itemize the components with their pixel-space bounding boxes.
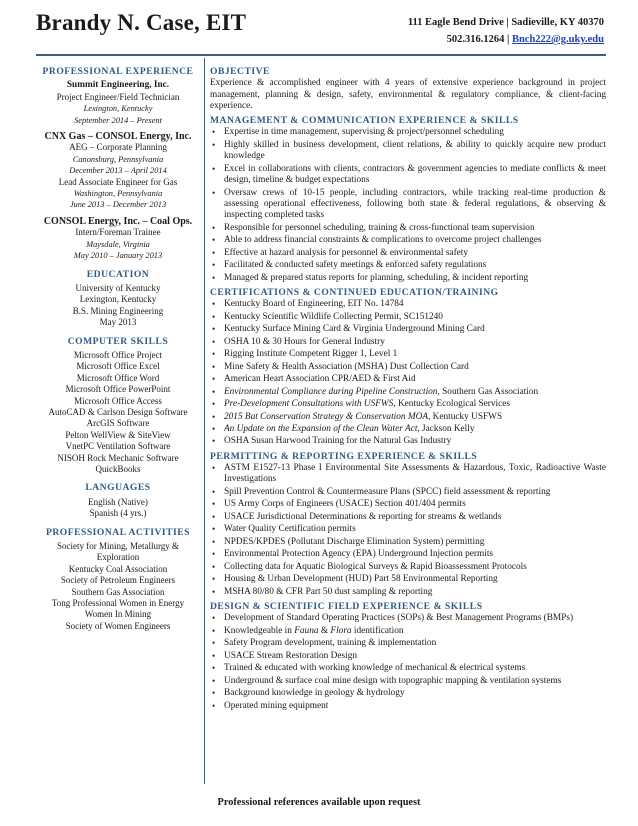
skill-item: Microsoft Office PowerPoint: [65, 384, 171, 395]
skills-block: [36, 350, 200, 475]
job-role: AEG – Corporate Planning: [69, 142, 167, 153]
list-item: [210, 424, 606, 435]
job-location: Lexington, Kentucky: [83, 104, 153, 114]
job-cnx: [36, 131, 200, 211]
list-item: • Able to address financial constraints & complications to overcome project challenges: [210, 235, 606, 246]
list-item: [210, 387, 606, 398]
list-item: [210, 412, 606, 423]
languages-block: [36, 497, 200, 520]
list-item: • MSHA 80/80 & CFR Part 50 dust sampling & reporting: [210, 587, 606, 598]
job-summit: [36, 80, 200, 126]
phone: 502.316.1264 |: [446, 34, 512, 45]
activity-item: Kentucky Coal Association: [68, 563, 168, 574]
education-block: [36, 283, 200, 329]
job-dates: May 2010 – January 2013: [73, 251, 163, 261]
job-location: Canonsburg, Pennsylvania: [72, 154, 164, 164]
job-location: Washington, Pennsylvania: [73, 189, 163, 199]
list-item: • US Army Corps of Engineers (USACE) Section 401/404 permits: [210, 499, 606, 510]
course-title: 2015 Bat Conservation Strategy & Conservation MOA,: [224, 411, 431, 422]
activities-block: [36, 541, 200, 632]
list-item: • ASTM E1527-13 Phase I Environmental Site Assessments & Hazardous, Toxic, Radioactive Waste Investigations: [210, 463, 606, 486]
skill-item: QuickBooks: [95, 464, 141, 474]
job-role: Lead Associate Engineer for Gas: [58, 176, 178, 187]
list-item: • Responsible for personnel scheduling, training & cross-functional team supervision: [210, 223, 606, 234]
objective-heading: OBJECTIVE: [210, 66, 270, 77]
item-italic-flora: Flora: [330, 625, 352, 636]
activity-item: Society for Mining, Metallurgy & Exploration: [56, 541, 180, 563]
list-item: • Housing & Urban Development (HUD) Part 58 Environmental Reporting: [210, 574, 606, 585]
list-item: • Development of Standard Operating Practices (SOPs) & Best Management Programs (BMPs): [210, 613, 606, 624]
certifications-heading: CERTIFICATIONS & CONTINUED EDUCATION/TRAINING: [210, 286, 499, 298]
job-company: CONSOL Energy, Inc. – Coal Ops.: [43, 215, 193, 227]
education-line: University of Kentucky: [75, 282, 161, 293]
job-company: CNX Gas – CONSOL Energy, Inc.: [44, 131, 192, 143]
column-divider: [204, 58, 205, 784]
address: 111 Eagle Bend Drive | Sadieville, KY 40370: [407, 17, 604, 28]
list-item: • Facilitated & conducted safety meetings & enforced safety regulations: [210, 260, 606, 271]
list-item: • Highly skilled in business development, client relations, & ability to quickly acquire new product knowledge: [210, 140, 606, 163]
phone-email-line: [408, 31, 604, 48]
list-item: • Kentucky Scientific Wildlife Collecting Permit, SC151240: [210, 312, 606, 323]
skill-item: Microsoft Office Access: [74, 395, 162, 406]
list-item: • Spill Prevention Control & Countermeasure Plans (SPCC) field assessment & reporting: [210, 487, 606, 498]
objective-text: Experience & accomplished engineer with 4 years of extensive experience background in project management, planning & design, safety, environmental & regulatory compliance, & client-facing experience.: [210, 78, 606, 111]
list-item: • USACE Jurisdictional Determinations & reporting for streams & wetlands: [210, 512, 606, 523]
course-provider: Jackson Kelly: [419, 423, 475, 434]
list-item: • Water Quality Certification permits: [210, 524, 606, 535]
candidate-name: Brandy N. Case, EIT: [36, 10, 247, 35]
activity-item: Tong Professional Women in Energy: [51, 598, 185, 609]
email-link[interactable]: Bnch222@g.uky.edu: [511, 34, 604, 45]
language-item: English (Native): [88, 496, 148, 507]
list-item: • American Heart Association CPR/AED & First Aid: [210, 374, 606, 385]
skill-item: Pelton WellView & SiteView: [65, 429, 171, 440]
education-heading: EDUCATION: [86, 268, 150, 280]
skill-item: AutoCAD & Carlson Design Software: [48, 406, 188, 417]
skill-item: VnetPC Ventilation Software: [65, 441, 171, 452]
list-item: • OSHA Susan Harwood Training for the Natural Gas Industry: [210, 436, 606, 447]
course-provider: Kentucky USFWS: [430, 411, 503, 422]
list-item: • Mine Safety & Health Association (MSHA) Dust Collection Card: [210, 362, 606, 373]
skill-item: NISOH Rock Mechanic Software: [57, 452, 179, 463]
list-item: • Effective at hazard analysis for personnel & environmental safety: [210, 248, 606, 259]
list-item: • NPDES/KPDES (Pollutant Discharge Elimination System) permitting: [210, 537, 606, 548]
list-item: • USACE Stream Restoration Design: [210, 651, 606, 662]
references-footer: Professional references available upon request: [217, 797, 421, 808]
education-line: Lexington, Kentucky: [79, 294, 157, 305]
job-dates: December 2013 – April 2014: [69, 166, 167, 176]
education-line: B.S. Mining Engineering: [72, 305, 164, 316]
skill-item: Microsoft Office Excel: [76, 361, 160, 372]
language-item: Spanish (4 yrs.): [89, 508, 147, 519]
list-item: [210, 399, 606, 410]
left-column: [36, 66, 200, 632]
management-list: [210, 127, 606, 283]
job-dates: September 2014 – Present: [74, 115, 162, 125]
item-text: identification: [351, 625, 404, 636]
activity-item: Southern Gas Association: [71, 586, 165, 597]
list-item: • Safety Program development, training & implementation: [210, 638, 606, 649]
activity-item: Society of Petroleum Engineers: [60, 575, 176, 586]
course-title: An Update on the Expansion of the Clean Water Act,: [224, 423, 420, 434]
right-column: [210, 66, 606, 713]
skill-item: Microsoft Office Project: [73, 349, 163, 360]
item-text: Knowledgeable in: [224, 625, 295, 636]
list-item: • Kentucky Board of Engineering, EIT No. 14784: [210, 299, 606, 310]
activity-item: Society of Women Engineers: [65, 620, 171, 631]
permitting-list: [210, 463, 606, 598]
item-italic-fauna: Fauna: [294, 625, 319, 636]
skill-item: Microsoft Office Word: [76, 372, 160, 383]
course-title: Pre-Development Consultations with USFWS,: [224, 399, 396, 410]
contact-info: [408, 14, 604, 48]
list-item: • Environmental Protection Agency (EPA) Underground Injection permits: [210, 549, 606, 560]
design-heading: DESIGN & SCIENTIFIC FIELD EXPERIENCE & SKILLS: [210, 601, 483, 613]
job-role: Project Engineer/Field Technician: [56, 91, 180, 102]
course-title: Environmental Compliance during Pipeline Construction,: [224, 386, 440, 397]
education-line: May 2013: [99, 317, 137, 328]
skill-item: ArcGIS Software: [86, 418, 150, 429]
list-item: • Managed & prepared status reports for planning, scheduling, & incident reporting: [210, 273, 606, 284]
list-item: • Excel in collaborations with clients, contractors & government agencies to mediate conflicts & meet design, timeline & budget expectations: [210, 164, 606, 187]
activity-item: Women In Mining: [84, 609, 152, 620]
certifications-list: [210, 299, 606, 448]
list-item: • Trained & educated with working knowledge of mechanical & electrical systems: [210, 663, 606, 674]
list-item: • Oversaw crews of 10-15 people, including contractors, while tracking real-time production & assessing operational effectiveness, following both state & federal regulations, & observing & inspecting completed tasks: [210, 188, 606, 222]
design-list: [210, 613, 606, 712]
list-item: • Background knowledge in geology & hydrology: [210, 688, 606, 699]
job-role: Intern/Foreman Trainee: [75, 227, 161, 238]
permitting-heading: PERMITTING & REPORTING EXPERIENCE & SKILLS: [210, 450, 478, 462]
header-rule: [36, 54, 606, 56]
course-provider: Southern Gas Association: [439, 386, 539, 397]
item-text: &: [318, 625, 331, 636]
job-dates: June 2013 – December 2013: [69, 200, 167, 210]
experience-heading: PROFESSIONAL EXPERIENCE: [42, 66, 194, 77]
list-item: • Underground & surface coal mine design with topographic mapping & ventilation systems: [210, 676, 606, 687]
computer-skills-heading: COMPUTER SKILLS: [67, 335, 169, 347]
list-item: • Rigging Institute Competent Rigger 1, Level 1: [210, 349, 606, 360]
list-item: [210, 626, 606, 637]
management-heading: MANAGEMENT & COMMUNICATION EXPERIENCE & SKILLS: [210, 115, 519, 127]
languages-heading: LANGUAGES: [85, 482, 151, 494]
job-consol: [36, 216, 200, 262]
list-item: • Operated mining equipment: [210, 701, 606, 712]
resume-header: [36, 10, 604, 50]
list-item: • OSHA 10 & 30 Hours for General Industry: [210, 337, 606, 348]
activities-heading: PROFESSIONAL ACTIVITIES: [46, 526, 190, 538]
job-company: Summit Engineering, Inc.: [66, 80, 170, 91]
list-item: • Expertise in time management, supervising & project/personnel scheduling: [210, 127, 606, 138]
job-location: Maysdale, Virginia: [86, 239, 150, 249]
list-item: • Kentucky Surface Mining Card & Virginia Underground Mining Card: [210, 324, 606, 335]
list-item: • Collecting data for Aquatic Biological Surveys & Rapid Bioassessment Protocols: [210, 562, 606, 573]
course-provider: Kentucky Ecological Services: [395, 399, 510, 410]
